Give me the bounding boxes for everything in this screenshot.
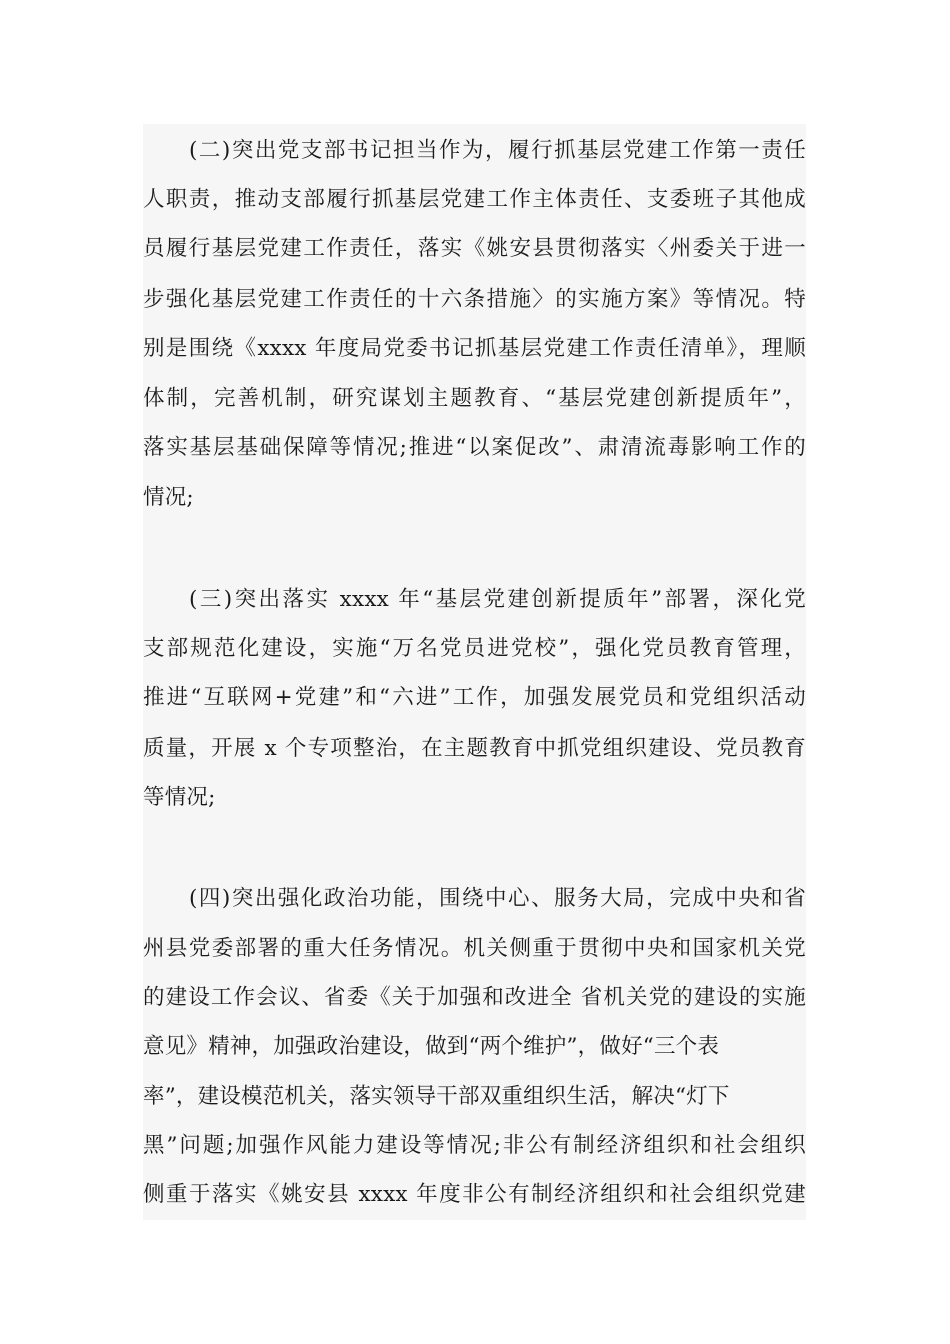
paragraph-2-line-7: 落实基层基础保障等情况;推进“以案促改”、肃清流毒影响工作的 [143, 435, 806, 460]
paragraph-4-line-5: 率”，建设模范机关，落实领导干部双重组织生活，解决“灯下 [143, 1084, 730, 1109]
paragraph-2-line-4: 步强化基层党建工作责任的十六条措施〉的实施方案》等情况。特 [143, 287, 806, 312]
paragraph-2-line-2: 人职责，推动支部履行抓基层党建工作主体责任、支委班子其他成 [143, 187, 806, 212]
paragraph-3-line-3: 推进“互联网+党建”和“六进”工作，加强发展党员和党组织活动 [143, 685, 806, 710]
paragraph-4-line-1: (四)突出强化政治功能，围绕中心、服务大局，完成中央和省 [189, 886, 806, 911]
paragraph-3-line-5: 等情况; [143, 785, 216, 810]
paragraph-3-line-1: (三)突出落实 xxxx 年“基层党建创新提质年”部署，深化党 [189, 587, 806, 612]
paragraph-2-line-5: 别是围绕《xxxx 年度局党委书记抓基层党建工作责任清单》，理顺 [143, 336, 806, 361]
paragraph-2-line-3: 员履行基层党建工作责任，落实《姚安县贯彻落实〈州委关于进一 [143, 236, 806, 261]
paragraph-3-line-2: 支部规范化建设，实施“万名党员进党校”，强化党员教育管理， [143, 636, 806, 661]
paragraph-4-line-3: 的建设工作会议、省委《关于加强和改进全 省机关党的建设的实施 [143, 985, 806, 1010]
paragraph-2-line-1: (二)突出党支部书记担当作为，履行抓基层党建工作第一责任 [189, 138, 806, 163]
paragraph-3-line-4: 质量，开展 x 个专项整治，在主题教育中抓党组织建设、党员教育 [143, 736, 806, 761]
paragraph-2-line-6: 体制，完善机制，研究谋划主题教育、“基层党建创新提质年”， [143, 386, 806, 411]
paragraph-4-line-7: 侧重于落实《姚安县 xxxx 年度非公有制经济组织和社会组织党建 [143, 1182, 806, 1207]
paragraph-4-line-2: 州县党委部署的重大任务情况。机关侧重于贯彻中央和国家机关党 [143, 936, 806, 961]
paragraph-4-line-4: 意见》精神，加强政治建设，做到“两个维护”，做好“三个表 [143, 1034, 720, 1059]
document-body [143, 124, 806, 1220]
paragraph-2-line-8: 情况; [143, 485, 194, 510]
paragraph-4-line-6: 黑”问题;加强作风能力建设等情况;非公有制经济组织和社会组织 [143, 1133, 806, 1158]
